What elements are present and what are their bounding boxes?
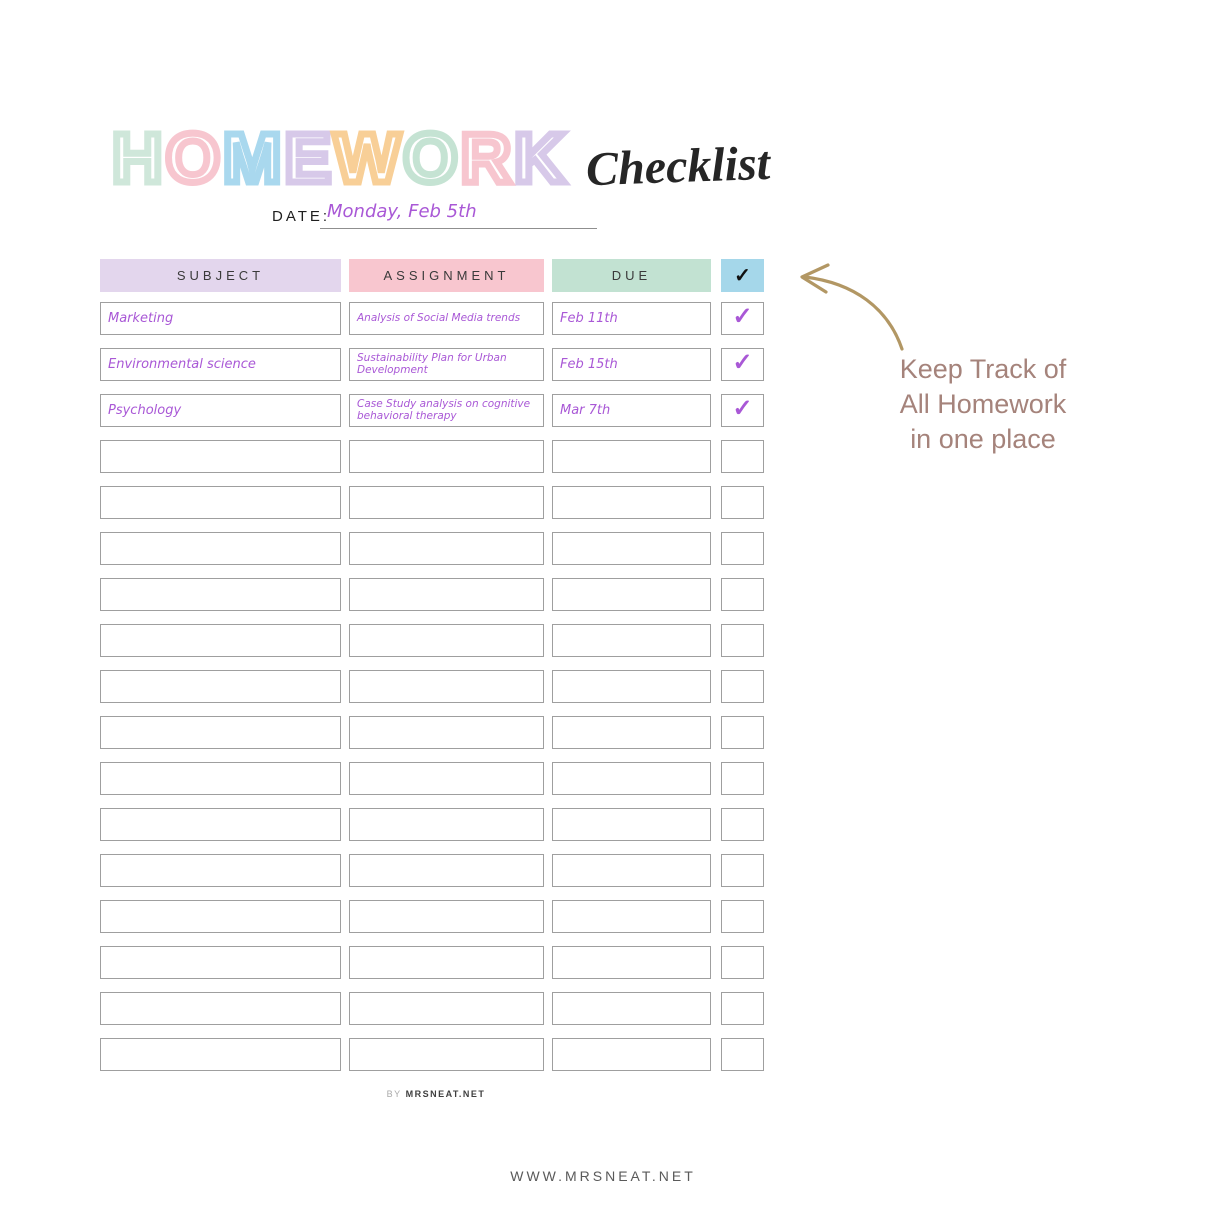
table-row	[100, 486, 772, 519]
page-title	[112, 119, 771, 197]
assignment-cell[interactable]	[349, 578, 544, 611]
annotation-line: in one place	[910, 424, 1056, 454]
due-cell[interactable]	[552, 302, 711, 335]
due-cell[interactable]	[552, 440, 711, 473]
due-cell[interactable]	[552, 394, 711, 427]
title-letter: W	[334, 119, 401, 197]
website-footer: WWW.MRSNEAT.NET	[510, 1168, 696, 1184]
assignment-cell[interactable]	[349, 716, 544, 749]
header-subject: SUBJECT	[100, 259, 341, 292]
date-underline	[320, 228, 597, 229]
assignment-cell[interactable]	[349, 808, 544, 841]
table-row	[100, 900, 772, 933]
title-word	[112, 119, 568, 197]
due-cell[interactable]	[552, 854, 711, 887]
subject-cell[interactable]	[100, 486, 341, 519]
subject-cell[interactable]	[100, 302, 341, 335]
title-letter: O	[403, 119, 458, 197]
due-cell[interactable]	[552, 762, 711, 795]
subject-cell[interactable]	[100, 808, 341, 841]
table-row	[100, 440, 772, 473]
byline	[100, 1089, 772, 1099]
subject-cell[interactable]	[100, 440, 341, 473]
due-text: Feb 11th	[560, 311, 618, 326]
check-icon: ✓	[732, 302, 753, 330]
homework-table	[100, 259, 772, 1084]
checkbox[interactable]	[721, 900, 764, 933]
due-cell[interactable]	[552, 900, 711, 933]
assignment-text: Analysis of Social Media trends	[357, 311, 521, 324]
checkbox[interactable]	[721, 854, 764, 887]
assignment-cell[interactable]	[349, 348, 544, 381]
header-check-icon: ✓	[721, 259, 764, 292]
due-cell[interactable]	[552, 808, 711, 841]
assignment-text: Case Study analysis on cognitive behavioral therapy	[357, 398, 531, 422]
date-row	[272, 200, 602, 234]
assignment-cell[interactable]	[349, 302, 544, 335]
title-letter: H	[112, 119, 163, 197]
subject-cell[interactable]	[100, 716, 341, 749]
checkbox[interactable]	[721, 808, 764, 841]
subject-text: Environmental science	[108, 357, 256, 372]
subject-text: Psychology	[108, 403, 182, 418]
table-row	[100, 624, 772, 657]
checkbox[interactable]	[721, 1038, 764, 1071]
due-cell[interactable]	[552, 716, 711, 749]
table-row	[100, 946, 772, 979]
curved-arrow-icon	[788, 256, 916, 352]
table-row	[100, 394, 772, 427]
table-row	[100, 532, 772, 565]
title-letter: K	[514, 119, 565, 197]
assignment-text: Sustainability Plan for Urban Development	[357, 352, 507, 376]
subject-cell[interactable]	[100, 946, 341, 979]
subject-cell[interactable]	[100, 394, 341, 427]
assignment-cell[interactable]	[349, 624, 544, 657]
assignment-cell[interactable]	[349, 486, 544, 519]
check-icon: ✓	[732, 348, 753, 376]
due-text: Feb 15th	[560, 357, 618, 372]
due-cell[interactable]	[552, 486, 711, 519]
checkbox[interactable]	[721, 946, 764, 979]
checkbox[interactable]	[721, 624, 764, 657]
assignment-cell[interactable]	[349, 670, 544, 703]
checkbox[interactable]	[721, 578, 764, 611]
due-cell[interactable]	[552, 624, 711, 657]
assignment-cell[interactable]	[349, 992, 544, 1025]
annotation-line: Keep Track of	[899, 354, 1067, 384]
checkbox[interactable]	[721, 486, 764, 519]
assignment-cell[interactable]	[349, 900, 544, 933]
checkbox[interactable]	[721, 440, 764, 473]
due-text: Mar 7th	[560, 403, 611, 418]
due-cell[interactable]	[552, 532, 711, 565]
table-row	[100, 762, 772, 795]
checkbox[interactable]	[721, 302, 764, 335]
due-cell[interactable]	[552, 670, 711, 703]
table-row	[100, 1038, 772, 1071]
table-row	[100, 348, 772, 381]
byline-prefix: BY	[386, 1089, 402, 1099]
header-assignment: ASSIGNMENT	[349, 259, 544, 292]
checkbox[interactable]	[721, 762, 764, 795]
table-row	[100, 578, 772, 611]
table-row	[100, 992, 772, 1025]
due-cell[interactable]	[552, 578, 711, 611]
checkbox[interactable]	[721, 532, 764, 565]
assignment-cell[interactable]	[349, 394, 544, 427]
subject-cell[interactable]	[100, 1038, 341, 1071]
assignment-cell[interactable]	[349, 854, 544, 887]
date-value[interactable]: Monday, Feb 5th	[327, 201, 477, 222]
annotation-text	[858, 352, 1108, 457]
subject-cell[interactable]	[100, 532, 341, 565]
due-cell[interactable]	[552, 992, 711, 1025]
due-cell[interactable]	[552, 348, 711, 381]
table-header-row	[100, 259, 772, 292]
table-row	[100, 808, 772, 841]
assignment-cell[interactable]	[349, 762, 544, 795]
assignment-cell[interactable]	[349, 946, 544, 979]
table-body	[100, 302, 772, 1071]
title-script-word: Checklist	[584, 136, 771, 197]
annotation-line: All Homework	[899, 389, 1067, 419]
check-icon: ✓	[732, 394, 753, 422]
assignment-cell[interactable]	[349, 440, 544, 473]
header-due: DUE	[552, 259, 711, 292]
subject-cell[interactable]	[100, 992, 341, 1025]
checkbox[interactable]	[721, 348, 764, 381]
table-row	[100, 670, 772, 703]
table-row	[100, 716, 772, 749]
byline-site: MRSNEAT.NET	[405, 1089, 486, 1099]
assignment-cell[interactable]	[349, 532, 544, 565]
subject-cell[interactable]	[100, 624, 341, 657]
subject-text: Marketing	[108, 311, 174, 326]
subject-cell[interactable]	[100, 348, 341, 381]
assignment-cell[interactable]	[349, 1038, 544, 1071]
title-letter: E	[284, 119, 332, 197]
checkbox[interactable]	[721, 670, 764, 703]
due-cell[interactable]	[552, 1038, 711, 1071]
subject-cell[interactable]	[100, 670, 341, 703]
checkbox[interactable]	[721, 992, 764, 1025]
checkbox[interactable]	[721, 394, 764, 427]
table-row	[100, 854, 772, 887]
subject-cell[interactable]	[100, 900, 341, 933]
subject-cell[interactable]	[100, 762, 341, 795]
table-row	[100, 302, 772, 335]
date-label: DATE:	[272, 208, 331, 225]
title-letter: O	[165, 119, 221, 197]
due-cell[interactable]	[552, 946, 711, 979]
title-letter: R	[460, 119, 512, 197]
subject-cell[interactable]	[100, 578, 341, 611]
title-letter: M	[223, 119, 282, 197]
checkbox[interactable]	[721, 716, 764, 749]
subject-cell[interactable]	[100, 854, 341, 887]
